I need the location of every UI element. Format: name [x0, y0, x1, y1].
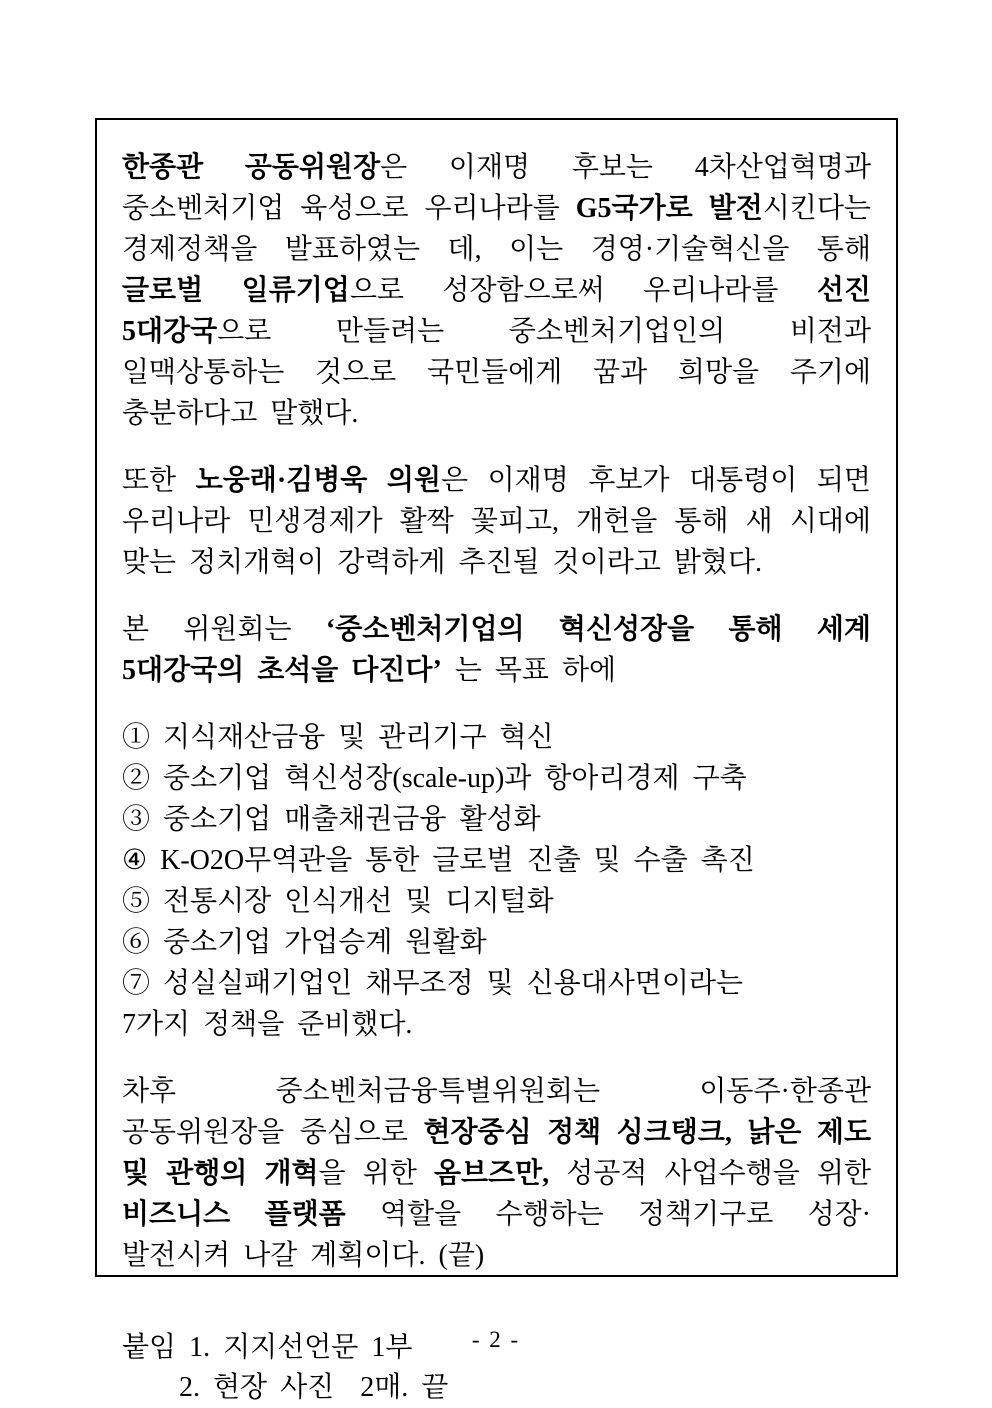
list-item: ⑦ 성실실패기업인 채무조정 및 신용대사면이라는 [122, 968, 743, 999]
body-text: 본 위원회는 [122, 614, 326, 645]
emphasized-text: 한종관 공동위원장 [122, 152, 381, 183]
body-text [732, 1117, 747, 1148]
emphasized-text: 현장중심 정책 싱크탱크, [423, 1117, 732, 1148]
paragraph-future-plan [122, 1071, 885, 1276]
body-text: 또한 [122, 465, 196, 496]
list-item: ⑥ 중소기업 가업승계 원활화 [122, 927, 487, 958]
emphasized-text: 낡은 제도 및 관행의 개혁 [122, 1117, 885, 1189]
emphasized-text: 옴브즈만, [433, 1158, 550, 1189]
list-item: ② 중소기업 혁신성장(scale-up)과 항아리경제 구축 [122, 763, 747, 794]
emphasized-text: ‘중소벤처기업의 혁신성장을 통해 세계 5대강국의 초석을 다진다’ [122, 614, 884, 686]
body-text: 는 목표 하에 [441, 655, 617, 686]
list-item: 7가지 정책을 준비했다. [122, 1009, 413, 1040]
body-text: 시킨다는 경제정책을 발표하였는 데, 이는 경영·기술혁신을 통해 [122, 193, 884, 265]
list-item: ⑤ 전통시장 인식개선 및 디지털화 [122, 886, 554, 917]
body-text: 은 이재명 후보가 대통령이 되면 우리나라 민생경제가 활짝 꽃피고, 개헌을 통해 새 시대에 맞는 정치개혁이 강력하게 추진될 것이라고 밝혔다. [122, 465, 884, 578]
body-text: 으로 성장함으로써 우리나라를 [349, 275, 817, 306]
body-text: 을 위한 [318, 1158, 434, 1189]
paragraph-lawmakers-statement [122, 460, 884, 583]
emphasized-text: 선진 5대강국 [122, 275, 884, 347]
body-text: 차후 중소벤처금융특별위원회는 이동주·한종관 공동위원장을 중심으로 [122, 1076, 884, 1148]
emphasized-text: 글로벌 일류기업 [122, 275, 350, 306]
emphasized-text: 비즈니스 플랫폼 [122, 1199, 346, 1230]
paragraph-cochair-statement [122, 147, 884, 434]
document-border-box [95, 118, 898, 1403]
body-text: 은 이재명 후보는 4차산업혁명과 중소벤처기업 육성으로 우리나라를 [122, 152, 884, 224]
emphasized-text: G5국가로 발전 [575, 193, 763, 224]
list-item: ① 지식재산금융 및 관리기구 혁신 [122, 722, 554, 753]
paragraph-committee-goal [122, 609, 884, 691]
page-number: - 2 - [471, 1327, 521, 1352]
list-item: ③ 중소기업 매출채권금융 활성화 [122, 804, 541, 835]
body-text: 역할을 수행하는 정책기구로 성장·발전시켜 나갈 계획이다. (끝) [122, 1199, 871, 1271]
emphasized-text: 노웅래·김병욱 의원 [195, 465, 441, 496]
body-text: 성공적 사업수행을 위한 [549, 1158, 884, 1189]
policy-list [122, 717, 871, 1045]
body-text: 으로 만들려는 중소벤처기업인의 비전과 일맥상통하는 것으로 국민들에게 꿈과 희망을 주기에 충분하다고 말했다. [122, 316, 884, 429]
list-item: ④ K-O2O무역관을 통한 글로벌 진출 및 수출 촉진 [122, 845, 755, 876]
attachment-line-2: 2. 현장 사진 2매. 끝 [179, 1372, 449, 1403]
attachment-line-1: 붙임 1. 지지선언문 1부 [122, 1332, 413, 1363]
